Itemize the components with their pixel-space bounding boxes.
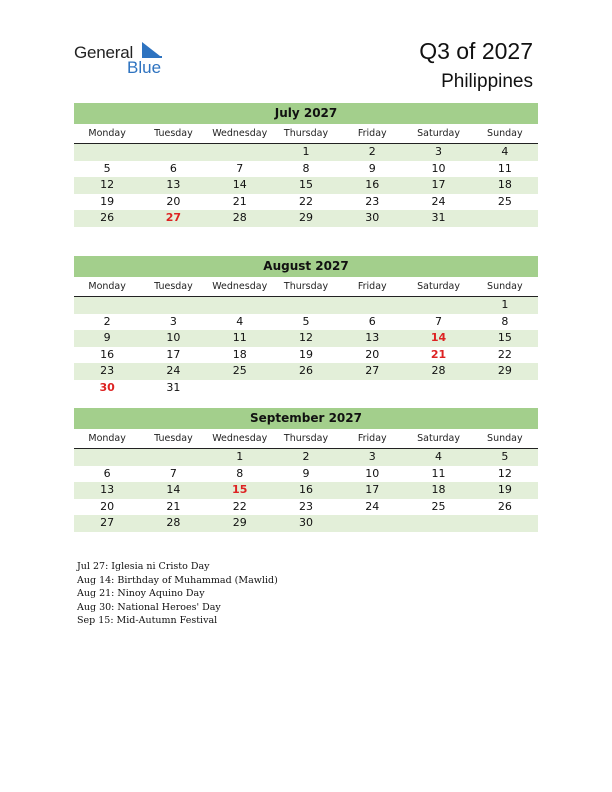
week-row <box>74 297 538 314</box>
holiday-note: Aug 30: National Heroes' Day <box>77 601 221 613</box>
day-cell: 16 <box>298 483 313 496</box>
day-cell: 13 <box>166 178 181 191</box>
empty-day-cell <box>405 380 471 397</box>
day-cell: 18 <box>232 347 247 361</box>
month-september <box>74 408 538 532</box>
day-cell: 15 <box>497 331 512 344</box>
month-august <box>74 256 538 396</box>
day-cell: 23 <box>365 194 380 208</box>
day-cell: 29 <box>298 211 313 224</box>
empty-day-cell <box>140 449 206 466</box>
holiday-note: Aug 21: Ninoy Aquino Day <box>77 588 205 599</box>
weekday-label: Monday <box>88 128 126 139</box>
day-cell: 21 <box>166 499 181 513</box>
holiday-notes <box>77 560 278 628</box>
day-cell: 19 <box>100 194 115 208</box>
day-cell: 22 <box>298 194 313 208</box>
logo-word-blue: Blue <box>127 58 162 77</box>
weekday-label: Tuesday <box>154 281 193 292</box>
logo-word-general: General <box>74 43 134 62</box>
weekday-label: Sunday <box>487 128 523 139</box>
day-cell: 1 <box>236 450 244 463</box>
holiday-day-cell: 14 <box>430 331 447 344</box>
empty-day-cell <box>74 144 140 161</box>
day-cell: 8 <box>501 314 509 328</box>
holiday-note: Aug 14: Birthday of Muhammad (Mawlid) <box>77 574 278 586</box>
empty-day-cell <box>207 297 273 314</box>
day-cell: 31 <box>431 211 446 224</box>
day-cell: 8 <box>236 466 244 480</box>
weekday-label: Friday <box>357 281 387 292</box>
weekday-header-row <box>74 429 538 449</box>
day-cell: 29 <box>497 364 512 377</box>
day-cell: 19 <box>298 347 313 361</box>
day-cell: 4 <box>236 314 244 328</box>
day-cell: 17 <box>431 178 446 191</box>
day-cell: 12 <box>497 466 512 480</box>
day-cell: 18 <box>431 483 446 496</box>
day-cell: 9 <box>368 161 376 175</box>
day-cell: 10 <box>166 331 181 344</box>
day-cell: 19 <box>497 483 512 496</box>
day-cell: 22 <box>497 347 512 361</box>
day-cell: 30 <box>365 211 380 224</box>
day-cell: 31 <box>166 380 181 394</box>
week-row <box>74 194 538 211</box>
week-row <box>74 482 538 499</box>
day-cell: 1 <box>501 298 509 311</box>
week-row <box>74 210 538 227</box>
day-cell: 9 <box>103 331 111 344</box>
weekday-label: Wednesday <box>212 128 268 139</box>
empty-day-cell <box>74 297 140 314</box>
day-cell: 14 <box>166 483 181 496</box>
empty-day-cell <box>472 210 538 227</box>
day-cell: 22 <box>232 499 247 513</box>
day-cell: 1 <box>302 145 310 158</box>
week-row <box>74 380 538 397</box>
day-cell: 4 <box>501 145 509 158</box>
day-cell: 14 <box>232 178 247 191</box>
holiday-note: Sep 15: Mid-Autumn Festival <box>77 615 218 626</box>
weekday-label: Sunday <box>487 433 523 444</box>
day-cell: 27 <box>365 364 380 377</box>
day-cell: 10 <box>365 466 380 480</box>
empty-day-cell <box>339 515 405 532</box>
weekday-label: Tuesday <box>154 433 193 444</box>
week-row <box>74 161 538 178</box>
weekday-label: Thursday <box>283 281 329 292</box>
weekday-label: Saturday <box>417 281 460 292</box>
day-cell: 28 <box>232 211 247 224</box>
day-cell: 3 <box>368 450 376 463</box>
day-cell: 5 <box>501 450 509 463</box>
holiday-day-cell: 30 <box>99 380 115 394</box>
weekday-header-row <box>74 277 538 297</box>
day-cell: 12 <box>100 178 115 191</box>
day-cell: 26 <box>100 211 115 224</box>
weekday-label: Thursday <box>283 128 329 139</box>
week-row <box>74 314 538 331</box>
day-cell: 27 <box>100 516 115 529</box>
month-title: September 2027 <box>74 408 538 429</box>
day-cell: 11 <box>497 161 512 175</box>
empty-day-cell <box>74 449 140 466</box>
day-cell: 4 <box>435 450 443 463</box>
holiday-note: Jul 27: Iglesia ni Cristo Day <box>77 561 210 572</box>
weekday-header-row <box>74 124 538 144</box>
weekday-label: Wednesday <box>212 281 268 292</box>
weekday-label: Monday <box>88 433 126 444</box>
day-cell: 8 <box>302 161 310 175</box>
empty-day-cell <box>140 144 206 161</box>
month-title: July 2027 <box>74 103 538 124</box>
day-cell: 24 <box>365 499 380 513</box>
weekday-label: Saturday <box>417 128 460 139</box>
day-cell: 3 <box>169 314 177 328</box>
day-cell: 7 <box>236 161 244 175</box>
weekday-label: Saturday <box>417 433 460 444</box>
day-cell: 17 <box>166 347 181 361</box>
day-cell: 25 <box>497 194 512 208</box>
day-cell: 20 <box>100 499 115 513</box>
day-cell: 2 <box>368 145 376 158</box>
brand-logo <box>74 40 174 80</box>
day-cell: 7 <box>169 466 177 480</box>
day-cell: 20 <box>365 347 380 361</box>
day-cell: 28 <box>431 364 446 377</box>
week-row <box>74 515 538 532</box>
empty-day-cell <box>472 515 538 532</box>
day-cell: 11 <box>431 466 446 480</box>
day-cell: 21 <box>232 194 247 208</box>
day-cell: 25 <box>232 364 247 377</box>
week-row <box>74 144 538 161</box>
weekday-label: Monday <box>88 281 126 292</box>
day-cell: 30 <box>298 516 313 529</box>
logo-triangle-icon <box>142 42 162 58</box>
week-row <box>74 449 538 466</box>
week-row <box>74 466 538 483</box>
day-cell: 3 <box>435 145 443 158</box>
day-cell: 6 <box>368 314 376 328</box>
day-cell: 18 <box>497 178 512 191</box>
day-cell: 25 <box>431 499 446 513</box>
weekday-label: Friday <box>357 128 387 139</box>
day-cell: 16 <box>100 347 115 361</box>
week-row <box>74 363 538 380</box>
weekday-label: Sunday <box>487 281 523 292</box>
day-cell: 9 <box>302 466 310 480</box>
month-title: August 2027 <box>74 256 538 277</box>
week-row <box>74 330 538 347</box>
day-cell: 24 <box>166 364 181 377</box>
day-cell: 13 <box>365 331 380 344</box>
empty-day-cell <box>472 380 538 397</box>
week-row <box>74 177 538 194</box>
day-cell: 26 <box>298 364 313 377</box>
day-cell: 17 <box>365 483 380 496</box>
day-cell: 23 <box>298 499 313 513</box>
day-cell: 6 <box>103 466 111 480</box>
day-cell: 5 <box>103 161 111 175</box>
day-cell: 11 <box>232 331 247 344</box>
week-row <box>74 499 538 516</box>
day-cell: 13 <box>100 483 115 496</box>
day-cell: 7 <box>435 314 443 328</box>
empty-day-cell <box>273 380 339 397</box>
country-name: Philippines <box>441 71 533 92</box>
day-cell: 26 <box>497 499 512 513</box>
page-title: Q3 of 2027 <box>419 38 533 64</box>
holiday-day-cell: 15 <box>232 483 248 496</box>
weekday-label: Friday <box>357 433 387 444</box>
empty-day-cell <box>405 515 471 532</box>
empty-day-cell <box>273 297 339 314</box>
weekday-label: Wednesday <box>212 433 268 444</box>
day-cell: 23 <box>100 364 115 377</box>
day-cell: 24 <box>431 194 446 208</box>
empty-day-cell <box>140 297 206 314</box>
day-cell: 28 <box>166 516 181 529</box>
week-row <box>74 347 538 364</box>
day-cell: 16 <box>365 178 380 191</box>
day-cell: 2 <box>103 314 111 328</box>
day-cell: 12 <box>298 331 313 344</box>
weekday-label: Thursday <box>283 433 329 444</box>
weekday-label: Tuesday <box>154 128 193 139</box>
month-july <box>74 103 538 227</box>
empty-day-cell <box>207 380 273 397</box>
day-cell: 5 <box>302 314 310 328</box>
day-cell: 2 <box>302 450 310 463</box>
empty-day-cell <box>339 297 405 314</box>
holiday-day-cell: 21 <box>430 347 447 361</box>
empty-day-cell <box>405 297 471 314</box>
day-cell: 29 <box>232 516 247 529</box>
day-cell: 15 <box>298 178 313 191</box>
day-cell: 10 <box>431 161 446 175</box>
day-cell: 20 <box>166 194 181 208</box>
empty-day-cell <box>339 380 405 397</box>
day-cell: 6 <box>169 161 177 175</box>
holiday-day-cell: 27 <box>165 211 182 224</box>
empty-day-cell <box>207 144 273 161</box>
